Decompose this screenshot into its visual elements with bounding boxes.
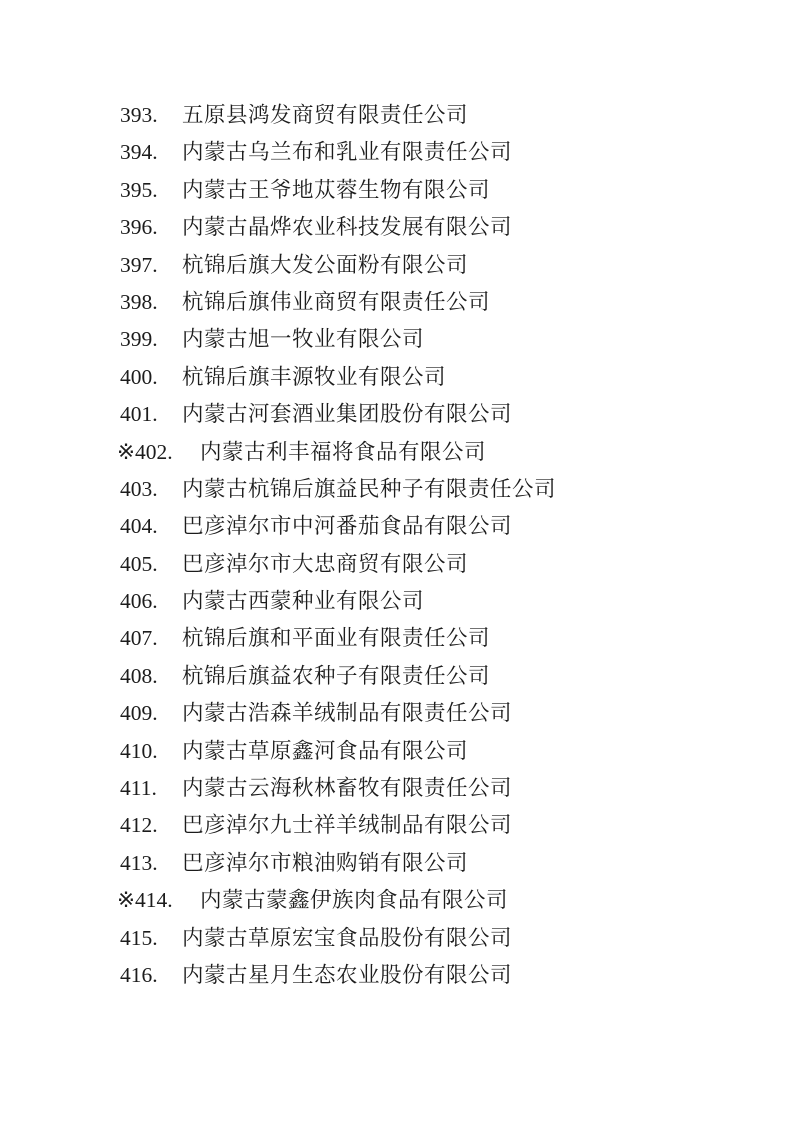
list-item — [120, 172, 753, 209]
list-item — [120, 471, 753, 508]
item-number-text: 393. — [120, 103, 158, 127]
company-name: 内蒙古乌兰布和乳业有限责任公司 — [182, 140, 513, 165]
list-item — [120, 620, 753, 657]
list-item — [120, 359, 753, 396]
list-item — [120, 284, 753, 321]
item-number-text: 397. — [120, 252, 158, 277]
company-name: 巴彦淖尔九士祥羊绒制品有限公司 — [182, 813, 513, 838]
company-name: 内蒙古河套酒业集团股份有限公司 — [182, 402, 513, 427]
item-number-text: 416. — [120, 962, 158, 987]
company-name: 内蒙古草原鑫河食品有限公司 — [182, 738, 469, 763]
company-name: 内蒙古晶烨农业科技发展有限公司 — [182, 215, 513, 240]
item-number-text: 413. — [120, 850, 158, 875]
list-item — [120, 658, 753, 695]
list-item — [120, 920, 753, 957]
company-name: 内蒙古杭锦后旗益民种子有限责任公司 — [182, 476, 557, 501]
list-item — [120, 321, 753, 358]
item-number — [120, 508, 182, 545]
company-name: 杭锦后旗和平面业有限责任公司 — [182, 626, 491, 651]
item-number-text: 407. — [120, 626, 158, 651]
item-number-text: 414. — [135, 888, 173, 913]
item-number — [120, 658, 182, 695]
list-item — [120, 807, 753, 844]
item-number — [120, 807, 182, 844]
company-name: 内蒙古旭一牧业有限公司 — [182, 327, 425, 352]
list-item — [120, 733, 753, 770]
list-item-starred — [117, 434, 753, 471]
item-number-text: 412. — [120, 813, 158, 838]
item-number — [120, 172, 182, 209]
company-name: 内蒙古星月生态农业股份有限公司 — [182, 962, 513, 987]
star-marker: ※ — [117, 439, 136, 464]
company-name: 杭锦后旗大发公面粉有限公司 — [182, 252, 469, 277]
item-number — [120, 583, 182, 620]
item-number — [120, 209, 182, 246]
list-item — [120, 247, 753, 284]
item-number-text: 403. — [120, 476, 158, 501]
company-name: 杭锦后旗益农种子有限责任公司 — [182, 663, 491, 688]
item-number-text: 405. — [120, 551, 158, 576]
item-number-text: 395. — [120, 177, 158, 202]
item-number — [120, 471, 182, 508]
item-number-text: 409. — [120, 701, 158, 726]
item-number-text: 401. — [120, 402, 158, 427]
company-name: 巴彦淖尔市大忠商贸有限公司 — [182, 551, 469, 576]
item-number — [120, 247, 182, 284]
company-name: 内蒙古利丰福将食品有限公司 — [200, 439, 487, 464]
item-number — [120, 620, 182, 657]
company-name: 内蒙古蒙鑫伊族肉食品有限公司 — [200, 888, 509, 913]
item-number — [120, 396, 182, 433]
list-item — [120, 396, 753, 433]
list-item — [120, 957, 753, 994]
item-number-text: 411. — [120, 776, 157, 801]
item-number — [120, 134, 182, 171]
item-number-text: 394. — [120, 140, 158, 165]
company-name: 杭锦后旗伟业商贸有限责任公司 — [182, 289, 491, 314]
item-number-text: 399. — [120, 327, 158, 352]
list-item — [120, 583, 753, 620]
list-item — [120, 134, 753, 171]
item-number-text: 396. — [120, 215, 158, 240]
company-name: 杭锦后旗丰源牧业有限公司 — [182, 364, 447, 389]
list-item — [120, 546, 753, 583]
item-number-text: 406. — [120, 589, 158, 614]
item-number — [120, 695, 182, 732]
list-item — [120, 209, 753, 246]
item-number — [120, 770, 182, 807]
item-number-text: 415. — [120, 925, 158, 950]
item-number-text: 400. — [120, 364, 158, 389]
item-number — [120, 359, 182, 396]
star-marker: ※ — [117, 888, 136, 913]
company-name: 内蒙古西蒙种业有限公司 — [182, 589, 425, 614]
item-number — [120, 546, 182, 583]
item-number-text: 408. — [120, 663, 158, 688]
company-name: 巴彦淖尔市粮油购销有限公司 — [182, 850, 469, 875]
item-number — [120, 97, 182, 134]
company-name: 巴彦淖尔市中河番茄食品有限公司 — [182, 514, 513, 539]
list-item — [120, 845, 753, 882]
list-item-starred — [117, 882, 753, 919]
item-number — [117, 434, 200, 471]
company-name: 内蒙古浩森羊绒制品有限责任公司 — [182, 701, 513, 726]
item-number — [120, 957, 182, 994]
company-name: 内蒙古云海秋林畜牧有限责任公司 — [182, 776, 513, 801]
company-name: 内蒙古王爷地苁蓉生物有限公司 — [182, 177, 491, 202]
list-item — [120, 770, 753, 807]
list-item — [120, 508, 753, 545]
item-number-text: 404. — [120, 514, 158, 539]
item-number-text: 402. — [135, 439, 173, 464]
item-number — [120, 321, 182, 358]
item-number — [117, 882, 200, 919]
item-number-text: 410. — [120, 738, 158, 763]
list-item — [120, 97, 753, 134]
company-name: 内蒙古草原宏宝食品股份有限公司 — [182, 925, 513, 950]
item-number-text: 398. — [120, 289, 158, 314]
company-name: 五原县鸿发商贸有限责任公司 — [182, 103, 469, 127]
item-number — [120, 845, 182, 882]
item-number — [120, 920, 182, 957]
list-item — [120, 695, 753, 732]
item-number — [120, 733, 182, 770]
item-number — [120, 284, 182, 321]
